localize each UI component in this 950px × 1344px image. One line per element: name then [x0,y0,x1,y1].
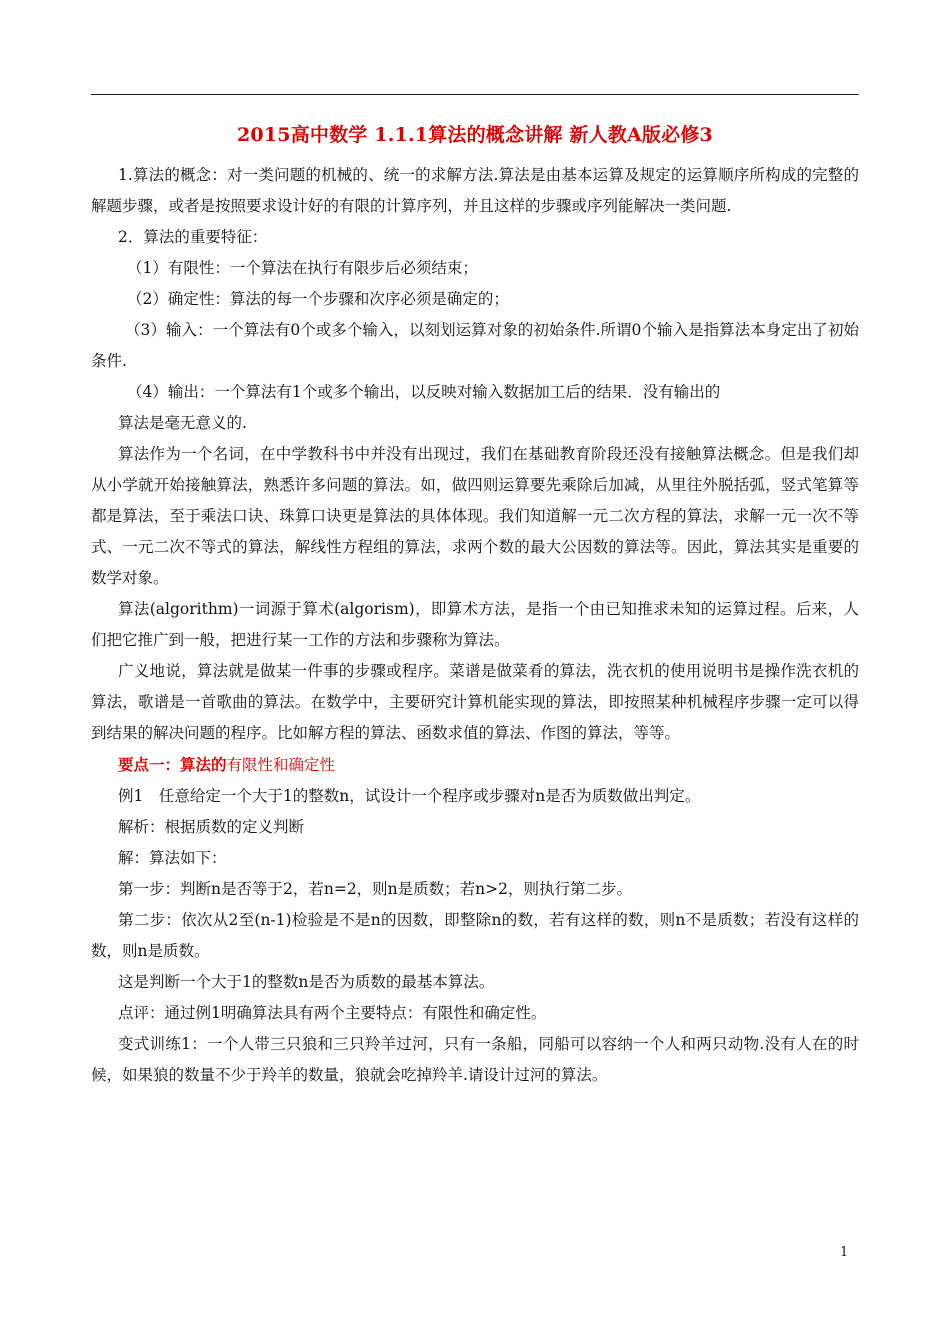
paragraph-features-heading: 2．算法的重要特征： [118,228,268,246]
feature-definiteness: （2）确定性：算法的每一个步骤和次序必须是确定的； [127,290,509,308]
feature-input: （3）输入：一个算法有0个或多个输入，以刻划运算对象的初始条件.所谓0个输入是指算法本身定出了初始条件. [91,321,859,370]
key-point-rest: 有限性和确定性 [226,756,336,774]
solution-step-1: 第一步：判断n是否等于2，若n=2，则n是质数；若n>2，则执行第二步。 [118,880,632,898]
paragraph-algorithm-noun: 算法作为一个名词，在中学教科书中并没有出现过，我们在基础教育阶段还没有接触算法概念。但是我们却从小学就开始接触算法，熟悉许多问题的算法。如，做四则运算要先乘除后加减，从里往外脱括弧，竖式笔算等都是算法，至于乘法口诀、珠算口诀更是算法的具体体现。我们知道解一元二次方程的算法，求解一元一次不等式、一元二次不等式的算法，解线性方程组的算法，求两个数的最大公因数的算法等。因此，算法其实是重要的数学对象。 [91,445,859,587]
key-point-bold: 要点一：算法的 [118,755,227,774]
example-1: 例1 任意给定一个大于1的整数n，试设计一个程序或步骤对n是否为质数做出判定。 [118,787,701,805]
paragraph-algorithm-etymology: 算法(algorithm)一词源于算术(algorism)，即算术方法，是指一个由已知推求未知的运算过程。后来，人们把它推广到一般，把进行某一工作的方法和步骤称为算法。 [91,600,859,649]
solution-step-2: 第二步：依次从2至(n-1)检验是不是n的因数，即整除n的数，若有这样的数，则n不是质数；若没有这样的数，则n是质数。 [91,911,859,960]
paragraph-broad-sense: 广义地说，算法就是做某一件事的步骤或程序。菜谱是做菜肴的算法，洗衣机的使用说明书是操作洗衣机的算法，歌谱是一首歌曲的算法。在数学中，主要研究计算机能实现的算法，即按照某种机械程序步骤一定可以得到结果的解决问题的程序。比如解方程的算法、函数求值的算法、作图的算法，等等。 [91,662,859,742]
paragraph-algorithm-concept: 1.算法的概念：对一类问题的机械的、统一的求解方法.算法是由基本运算及规定的运算顺序所构成的完整的解题步骤，或者是按照要求设计好的有限的计算序列，并且这样的步骤或序列能解决一类问题. [91,166,859,215]
document-title: 2015高中数学 1.1.1算法的概念讲解 新人教A版必修3 [237,124,713,146]
variant-exercise-1: 变式训练1：一个人带三只狼和三只羚羊过河，只有一条船，同船可以容纳一个人和两只动物.没有人在的时候，如果狼的数量不少于羚羊的数量，狼就会吃掉羚羊.请设计过河的算法。 [91,1035,859,1084]
example-comment: 点评：通过例1明确算法具有两个主要特点：有限性和确定性。 [118,1004,547,1022]
feature-finiteness: （1）有限性：一个算法在执行有限步后必须结束； [127,259,478,277]
header-rule [91,94,859,95]
example-analysis: 解析：根据质数的定义判断 [118,818,305,836]
feature-output-continued: 算法是毫无意义的. [118,414,247,432]
solution-conclusion: 这是判断一个大于1的整数n是否为质数的最基本算法。 [118,973,495,991]
page-number: 1 [840,1245,849,1260]
document-body [91,160,859,1091]
key-point-heading [91,749,859,781]
example-solution: 解：算法如下： [118,849,227,867]
feature-output: （4）输出：一个算法有1个或多个输出，以反映对输入数据加工后的结果．没有输出的 [127,383,721,401]
